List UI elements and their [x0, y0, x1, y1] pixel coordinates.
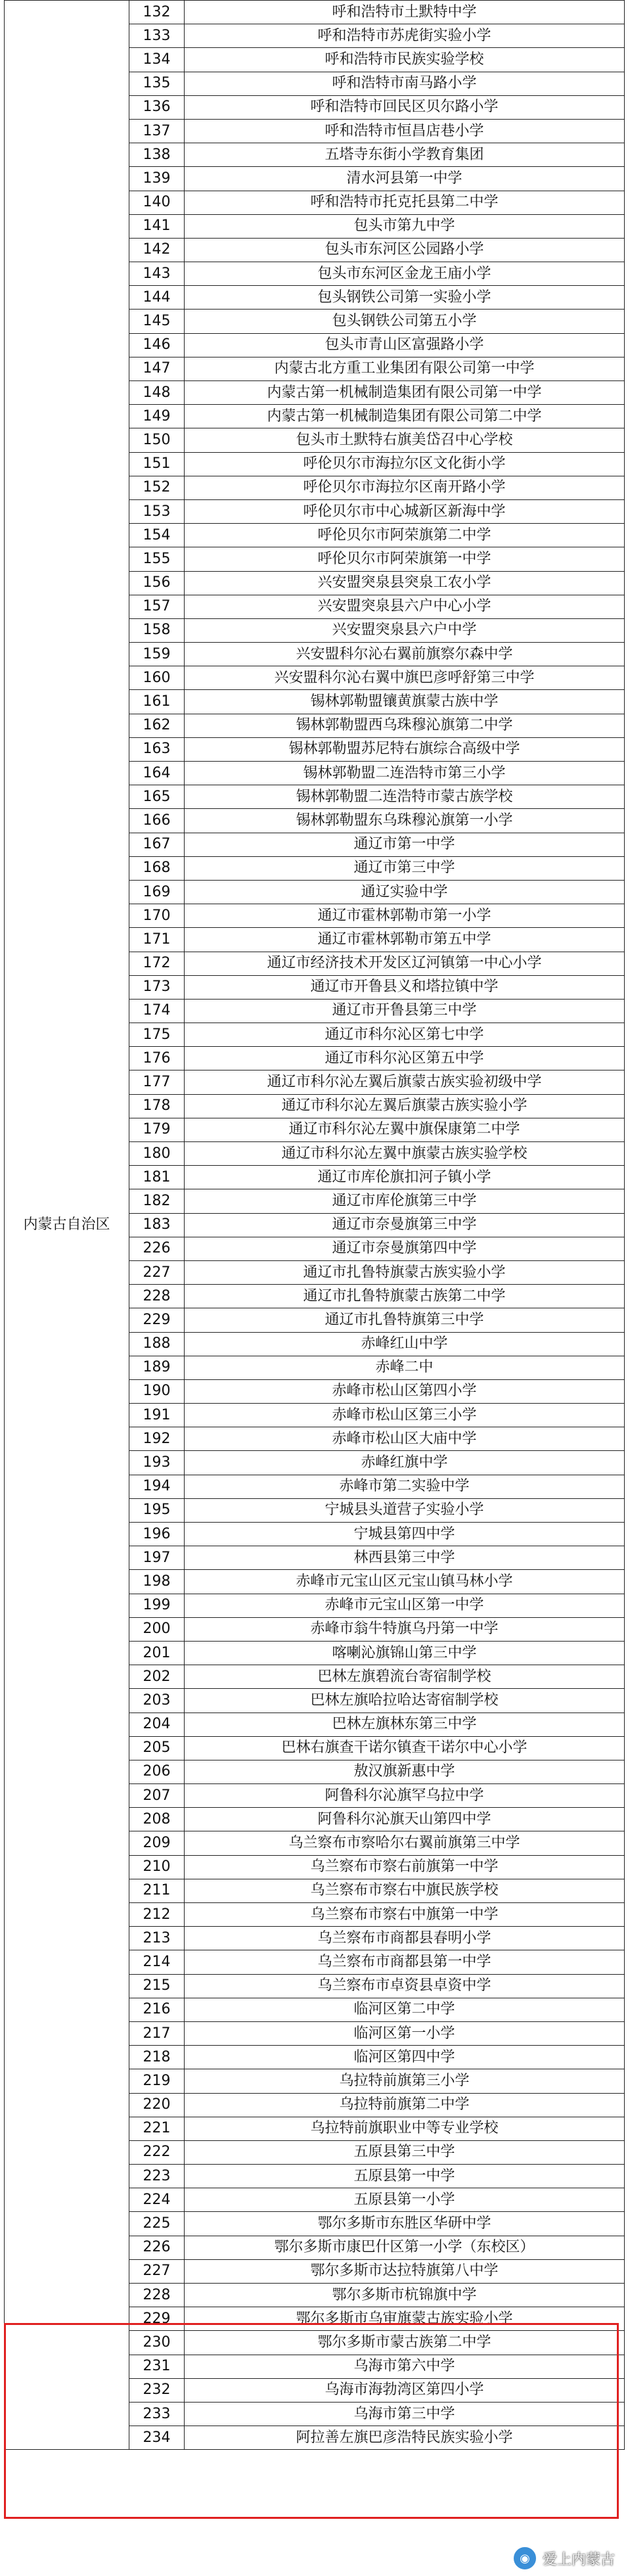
- row-number: 206: [129, 1760, 185, 1783]
- school-name: 赤峰市松山区第四小学: [185, 1379, 625, 1403]
- row-number: 228: [129, 2284, 185, 2307]
- school-name: 五原县第一中学: [185, 2165, 625, 2188]
- row-number: 153: [129, 499, 185, 523]
- school-name: 赤峰红旗中学: [185, 1451, 625, 1475]
- school-name: 锡林郭勒盟苏尼特右旗综合高级中学: [185, 737, 625, 761]
- school-name: 乌拉特前旗第二中学: [185, 2093, 625, 2117]
- row-number: 210: [129, 1855, 185, 1879]
- school-name: 内蒙古第一机械制造集团有限公司第二中学: [185, 405, 625, 428]
- school-name: 通辽市科尔沁区第五中学: [185, 1047, 625, 1070]
- row-number: 234: [129, 2426, 185, 2450]
- school-name: 清水河县第一中学: [185, 167, 625, 191]
- row-number: 171: [129, 928, 185, 952]
- school-name: 呼和浩特市苏虎街实验小学: [185, 24, 625, 48]
- row-number: 229: [129, 1308, 185, 1332]
- row-number: 155: [129, 547, 185, 571]
- school-name: 兴安盟突泉县六户中心小学: [185, 595, 625, 618]
- row-number: 213: [129, 1927, 185, 1950]
- row-number: 167: [129, 833, 185, 856]
- row-number: 146: [129, 333, 185, 357]
- school-name: 呼伦贝尔市阿荣旗第一中学: [185, 547, 625, 571]
- row-number: 157: [129, 595, 185, 618]
- school-table-body: [5, 1, 625, 2450]
- row-number: 143: [129, 262, 185, 286]
- school-name: 鄂尔多斯市杭锦旗中学: [185, 2284, 625, 2307]
- school-name: 敖汉旗新惠中学: [185, 1760, 625, 1783]
- row-number: 169: [129, 880, 185, 904]
- row-number: 165: [129, 785, 185, 809]
- school-name: 赤峰市松山区大庙中学: [185, 1427, 625, 1451]
- school-list-sheet: [4, 0, 624, 2450]
- school-name: 包头市东河区金龙王庙小学: [185, 262, 625, 286]
- school-name: 内蒙古第一机械制造集团有限公司第一中学: [185, 381, 625, 405]
- row-number: 175: [129, 1023, 185, 1047]
- watermark: [512, 2546, 615, 2571]
- school-name: 通辽市经济技术开发区辽河镇第一中心小学: [185, 952, 625, 975]
- school-name: 锡林郭勒盟西乌珠穆沁旗第二中学: [185, 714, 625, 737]
- row-number: 215: [129, 1974, 185, 1998]
- school-name: 锡林郭勒盟二连浩特市第三小学: [185, 762, 625, 785]
- school-name: 鄂尔多斯市蒙古族第二中学: [185, 2331, 625, 2355]
- row-number: 222: [129, 2140, 185, 2164]
- school-name: 包头市第九中学: [185, 214, 625, 238]
- school-name: 临河区第二中学: [185, 1998, 625, 2021]
- school-name: 兴安盟科尔沁右翼中旗巴彦呼舒第三中学: [185, 666, 625, 690]
- school-name: 通辽市开鲁县第三中学: [185, 999, 625, 1023]
- row-number: 221: [129, 2117, 185, 2140]
- school-name: 锡林郭勒盟东乌珠穆沁旗第一小学: [185, 809, 625, 833]
- row-number: 226: [129, 1237, 185, 1260]
- school-name: 赤峰市元宝山区第一中学: [185, 1594, 625, 1617]
- school-name: 通辽市霍林郭勒市第五中学: [185, 928, 625, 952]
- row-number: 173: [129, 975, 185, 999]
- school-name: 呼伦贝尔市海拉尔区南开路小学: [185, 476, 625, 499]
- school-name: 呼伦贝尔市中心城新区新海中学: [185, 499, 625, 523]
- row-number: 139: [129, 167, 185, 191]
- school-name: 通辽市第一中学: [185, 833, 625, 856]
- school-name: 巴林左旗哈拉哈达寄宿制学校: [185, 1689, 625, 1713]
- school-name: 巴林左旗碧流台寄宿制学校: [185, 1665, 625, 1689]
- row-number: 137: [129, 119, 185, 143]
- school-name: 巴林左旗林东第三中学: [185, 1713, 625, 1736]
- row-number: 233: [129, 2402, 185, 2426]
- row-number: 177: [129, 1070, 185, 1094]
- school-name: 通辽市科尔沁左翼中旗保康第二中学: [185, 1118, 625, 1141]
- school-name: 呼和浩特市土默特中学: [185, 1, 625, 24]
- row-number: 220: [129, 2093, 185, 2117]
- school-name: 通辽市开鲁县义和塔拉镇中学: [185, 975, 625, 999]
- watermark-logo-icon: ◉: [512, 2546, 537, 2571]
- school-name: 通辽市霍林郭勒市第一小学: [185, 904, 625, 928]
- row-number: 181: [129, 1166, 185, 1189]
- row-number: 224: [129, 2188, 185, 2212]
- row-number: 163: [129, 737, 185, 761]
- row-number: 149: [129, 405, 185, 428]
- school-name: 锡林郭勒盟镶黄旗蒙古族中学: [185, 690, 625, 714]
- school-name: 乌海市海勃湾区第四小学: [185, 2378, 625, 2402]
- row-number: 226: [129, 2236, 185, 2259]
- school-name: 鄂尔多斯市达拉特旗第八中学: [185, 2259, 625, 2283]
- row-number: 172: [129, 952, 185, 975]
- row-number: 145: [129, 310, 185, 333]
- row-number: 138: [129, 143, 185, 167]
- row-number: 168: [129, 856, 185, 880]
- row-number: 227: [129, 2259, 185, 2283]
- school-name: 乌兰察布市商都县第一中学: [185, 1950, 625, 1974]
- school-name: 通辽市奈曼旗第四中学: [185, 1237, 625, 1260]
- row-number: 159: [129, 643, 185, 666]
- row-number: 142: [129, 238, 185, 262]
- school-name: 通辽实验中学: [185, 880, 625, 904]
- row-number: 182: [129, 1189, 185, 1213]
- school-name: 通辽市科尔沁左翼后旗蒙古族实验小学: [185, 1094, 625, 1118]
- row-number: 162: [129, 714, 185, 737]
- row-number: 151: [129, 452, 185, 476]
- row-number: 200: [129, 1617, 185, 1641]
- school-name: 林西县第三中学: [185, 1546, 625, 1570]
- row-number: 225: [129, 2212, 185, 2236]
- school-name: 呼和浩特市回民区贝尔路小学: [185, 95, 625, 119]
- school-name: 包头市青山区富强路小学: [185, 333, 625, 357]
- school-name: 鄂尔多斯市东胜区华研中学: [185, 2212, 625, 2236]
- school-name: 呼和浩特市托克托县第二中学: [185, 191, 625, 214]
- row-number: 133: [129, 24, 185, 48]
- row-number: 223: [129, 2165, 185, 2188]
- row-number: 170: [129, 904, 185, 928]
- school-name: 鄂尔多斯市康巴什区第一小学（东校区）: [185, 2236, 625, 2259]
- row-number: 205: [129, 1736, 185, 1760]
- school-name: 兴安盟突泉县六户中学: [185, 618, 625, 642]
- row-number: 216: [129, 1998, 185, 2021]
- school-name: 兴安盟科尔沁右翼前旗察尔森中学: [185, 643, 625, 666]
- row-number: 150: [129, 428, 185, 452]
- row-number: 211: [129, 1879, 185, 1902]
- school-name: 通辽市库伦旗扣河子镇小学: [185, 1166, 625, 1189]
- row-number: 196: [129, 1523, 185, 1546]
- row-number: 219: [129, 2069, 185, 2093]
- school-name: 内蒙古北方重工业集团有限公司第一中学: [185, 357, 625, 380]
- row-number: 166: [129, 809, 185, 833]
- school-name: 乌兰察布市商都县春明小学: [185, 1927, 625, 1950]
- row-number: 214: [129, 1950, 185, 1974]
- row-number: 208: [129, 1808, 185, 1831]
- school-name: 赤峰红山中学: [185, 1332, 625, 1356]
- row-number: 144: [129, 286, 185, 310]
- row-number: 140: [129, 191, 185, 214]
- row-number: 197: [129, 1546, 185, 1570]
- school-name: 锡林郭勒盟二连浩特市蒙古族学校: [185, 785, 625, 809]
- school-name: 乌兰察布市卓资县卓资中学: [185, 1974, 625, 1998]
- school-name: 宁城县头道营子实验小学: [185, 1498, 625, 1522]
- row-number: 188: [129, 1332, 185, 1356]
- school-name: 通辽市第三中学: [185, 856, 625, 880]
- school-name: 包头市东河区公园路小学: [185, 238, 625, 262]
- row-number: 152: [129, 476, 185, 499]
- row-number: 198: [129, 1570, 185, 1594]
- region-cell: 内蒙古自治区: [5, 1, 129, 2450]
- school-name: 通辽市奈曼旗第三中学: [185, 1213, 625, 1237]
- row-number: 201: [129, 1641, 185, 1665]
- row-number: 136: [129, 95, 185, 119]
- row-number: 230: [129, 2331, 185, 2355]
- school-name: 巴林右旗查干诺尔镇查干诺尔中心小学: [185, 1736, 625, 1760]
- row-number: 192: [129, 1427, 185, 1451]
- row-number: 190: [129, 1379, 185, 1403]
- row-number: 231: [129, 2355, 185, 2378]
- school-name: 乌拉特前旗第三小学: [185, 2069, 625, 2093]
- school-name: 乌兰察布市察右中旗第一中学: [185, 1903, 625, 1927]
- school-name: 五原县第一小学: [185, 2188, 625, 2212]
- row-number: 135: [129, 72, 185, 95]
- school-name: 呼伦贝尔市阿荣旗第二中学: [185, 524, 625, 547]
- row-number: 183: [129, 1213, 185, 1237]
- row-number: 141: [129, 214, 185, 238]
- school-name: 阿拉善左旗巴彦浩特民族实验小学: [185, 2426, 625, 2450]
- row-number: 203: [129, 1689, 185, 1713]
- row-number: 199: [129, 1594, 185, 1617]
- school-name: 喀喇沁旗锦山第三中学: [185, 1641, 625, 1665]
- school-name: 临河区第四中学: [185, 2046, 625, 2069]
- school-name: 乌海市第六中学: [185, 2355, 625, 2378]
- school-name: 赤峰二中: [185, 1356, 625, 1379]
- school-name: 通辽市科尔沁左翼后旗蒙古族实验初级中学: [185, 1070, 625, 1094]
- row-number: 154: [129, 524, 185, 547]
- school-name: 赤峰市第二实验中学: [185, 1475, 625, 1498]
- row-number: 207: [129, 1784, 185, 1808]
- school-name: 通辽市科尔沁左翼中旗蒙古族实验学校: [185, 1142, 625, 1166]
- school-name: 赤峰市元宝山区元宝山镇马林小学: [185, 1570, 625, 1594]
- row-number: 158: [129, 618, 185, 642]
- school-name: 呼和浩特市民族实验学校: [185, 48, 625, 72]
- row-number: 179: [129, 1118, 185, 1141]
- school-name: 阿鲁科尔沁旗天山第四中学: [185, 1808, 625, 1831]
- school-name: 赤峰市翁牛特旗乌丹第一中学: [185, 1617, 625, 1641]
- watermark-text: 爱上内蒙古: [542, 2551, 615, 2568]
- school-name: 鄂尔多斯市乌审旗蒙古族实验小学: [185, 2307, 625, 2331]
- school-name: 通辽市扎鲁特旗第三中学: [185, 1308, 625, 1332]
- row-number: 164: [129, 762, 185, 785]
- row-number: 148: [129, 381, 185, 405]
- row-number: 195: [129, 1498, 185, 1522]
- row-number: 202: [129, 1665, 185, 1689]
- row-number: 189: [129, 1356, 185, 1379]
- school-name: 通辽市扎鲁特旗蒙古族第二中学: [185, 1285, 625, 1308]
- row-number: 209: [129, 1831, 185, 1855]
- school-name: 通辽市扎鲁特旗蒙古族实验小学: [185, 1260, 625, 1284]
- school-name: 阿鲁科尔沁旗罕乌拉中学: [185, 1784, 625, 1808]
- school-name: 宁城县第四中学: [185, 1523, 625, 1546]
- school-name: 五塔寺东街小学教育集团: [185, 143, 625, 167]
- school-name: 呼伦贝尔市海拉尔区文化街小学: [185, 452, 625, 476]
- row-number: 174: [129, 999, 185, 1023]
- row-number: 176: [129, 1047, 185, 1070]
- school-name: 兴安盟突泉县突泉工农小学: [185, 571, 625, 595]
- row-number: 218: [129, 2046, 185, 2069]
- school-name: 呼和浩特市南马路小学: [185, 72, 625, 95]
- school-name: 包头钢铁公司第五小学: [185, 310, 625, 333]
- school-name: 包头钢铁公司第一实验小学: [185, 286, 625, 310]
- school-name: 乌海市第三中学: [185, 2402, 625, 2426]
- school-name: 乌兰察布市察哈尔右翼前旗第三中学: [185, 1831, 625, 1855]
- row-number: 156: [129, 571, 185, 595]
- school-name: 乌兰察布市察右中旗民族学校: [185, 1879, 625, 1902]
- row-number: 212: [129, 1903, 185, 1927]
- row-number: 147: [129, 357, 185, 380]
- row-number: 227: [129, 1260, 185, 1284]
- table-row: [5, 1, 625, 24]
- row-number: 132: [129, 1, 185, 24]
- row-number: 180: [129, 1142, 185, 1166]
- school-name: 五原县第三中学: [185, 2140, 625, 2164]
- school-name: 包头市土默特右旗美岱召中心学校: [185, 428, 625, 452]
- row-number: 178: [129, 1094, 185, 1118]
- school-name: 乌兰察布市察右前旗第一中学: [185, 1855, 625, 1879]
- school-name: 通辽市科尔沁区第七中学: [185, 1023, 625, 1047]
- row-number: 160: [129, 666, 185, 690]
- row-number: 228: [129, 1285, 185, 1308]
- row-number: 229: [129, 2307, 185, 2331]
- row-number: 204: [129, 1713, 185, 1736]
- school-name: 临河区第一小学: [185, 2021, 625, 2045]
- row-number: 193: [129, 1451, 185, 1475]
- school-name: 呼和浩特市恒昌店巷小学: [185, 119, 625, 143]
- row-number: 194: [129, 1475, 185, 1498]
- school-table: [4, 0, 625, 2450]
- school-name: 通辽市库伦旗第三中学: [185, 1189, 625, 1213]
- row-number: 161: [129, 690, 185, 714]
- school-name: 赤峰市松山区第三小学: [185, 1404, 625, 1427]
- row-number: 191: [129, 1404, 185, 1427]
- school-name: 乌拉特前旗职业中等专业学校: [185, 2117, 625, 2140]
- row-number: 134: [129, 48, 185, 72]
- row-number: 217: [129, 2021, 185, 2045]
- row-number: 232: [129, 2378, 185, 2402]
